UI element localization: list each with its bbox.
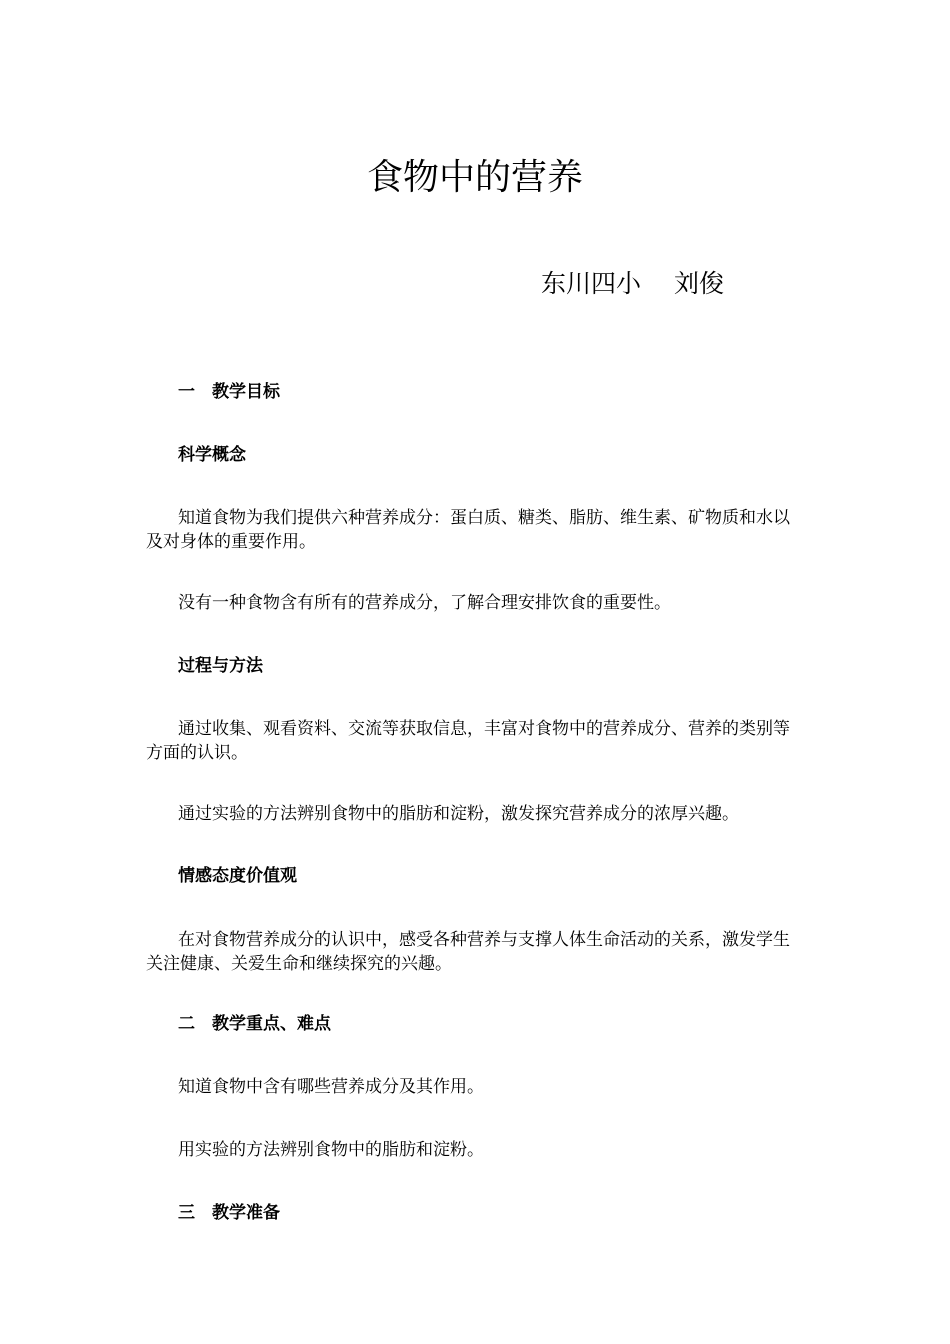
section-heading-preparation: 三 教学准备 bbox=[178, 1203, 280, 1223]
subheading-process-method: 过程与方法 bbox=[178, 656, 263, 676]
paragraph-concept-1: 知道食物为我们提供六种营养成分：蛋白质、糖类、脂肪、维生素、矿物质和水以及对身体的重要作用。 bbox=[146, 508, 790, 552]
paragraph-emotion-1: 在对食物营养成分的认识中，感受各种营养与支撑人体生命活动的关系，激发学生关注健康、关爱生命和继续探究的兴趣。 bbox=[146, 930, 790, 974]
section-heading-key-points: 二 教学重点、难点 bbox=[178, 1014, 331, 1034]
author-line: 东川四小 刘俊 bbox=[541, 269, 724, 298]
document-title: 食物中的营养 bbox=[366, 157, 583, 198]
paragraph-concept-2: 没有一种食物含有所有的营养成分，了解合理安排饮食的重要性。 bbox=[178, 593, 671, 613]
subheading-emotion-values: 情感态度价值观 bbox=[178, 866, 297, 886]
subheading-science-concept: 科学概念 bbox=[178, 445, 246, 465]
paragraph-process-2: 通过实验的方法辨别食物中的脂肪和淀粉，激发探究营养成分的浓厚兴趣。 bbox=[178, 804, 739, 824]
paragraph-process-1: 通过收集、观看资料、交流等获取信息，丰富对食物中的营养成分、营养的类别等方面的认识。 bbox=[146, 719, 790, 763]
paragraph-key-point-1: 知道食物中含有哪些营养成分及其作用。 bbox=[178, 1077, 484, 1097]
section-heading-objectives: 一 教学目标 bbox=[178, 382, 280, 402]
paragraph-key-point-2: 用实验的方法辨别食物中的脂肪和淀粉。 bbox=[178, 1140, 484, 1160]
